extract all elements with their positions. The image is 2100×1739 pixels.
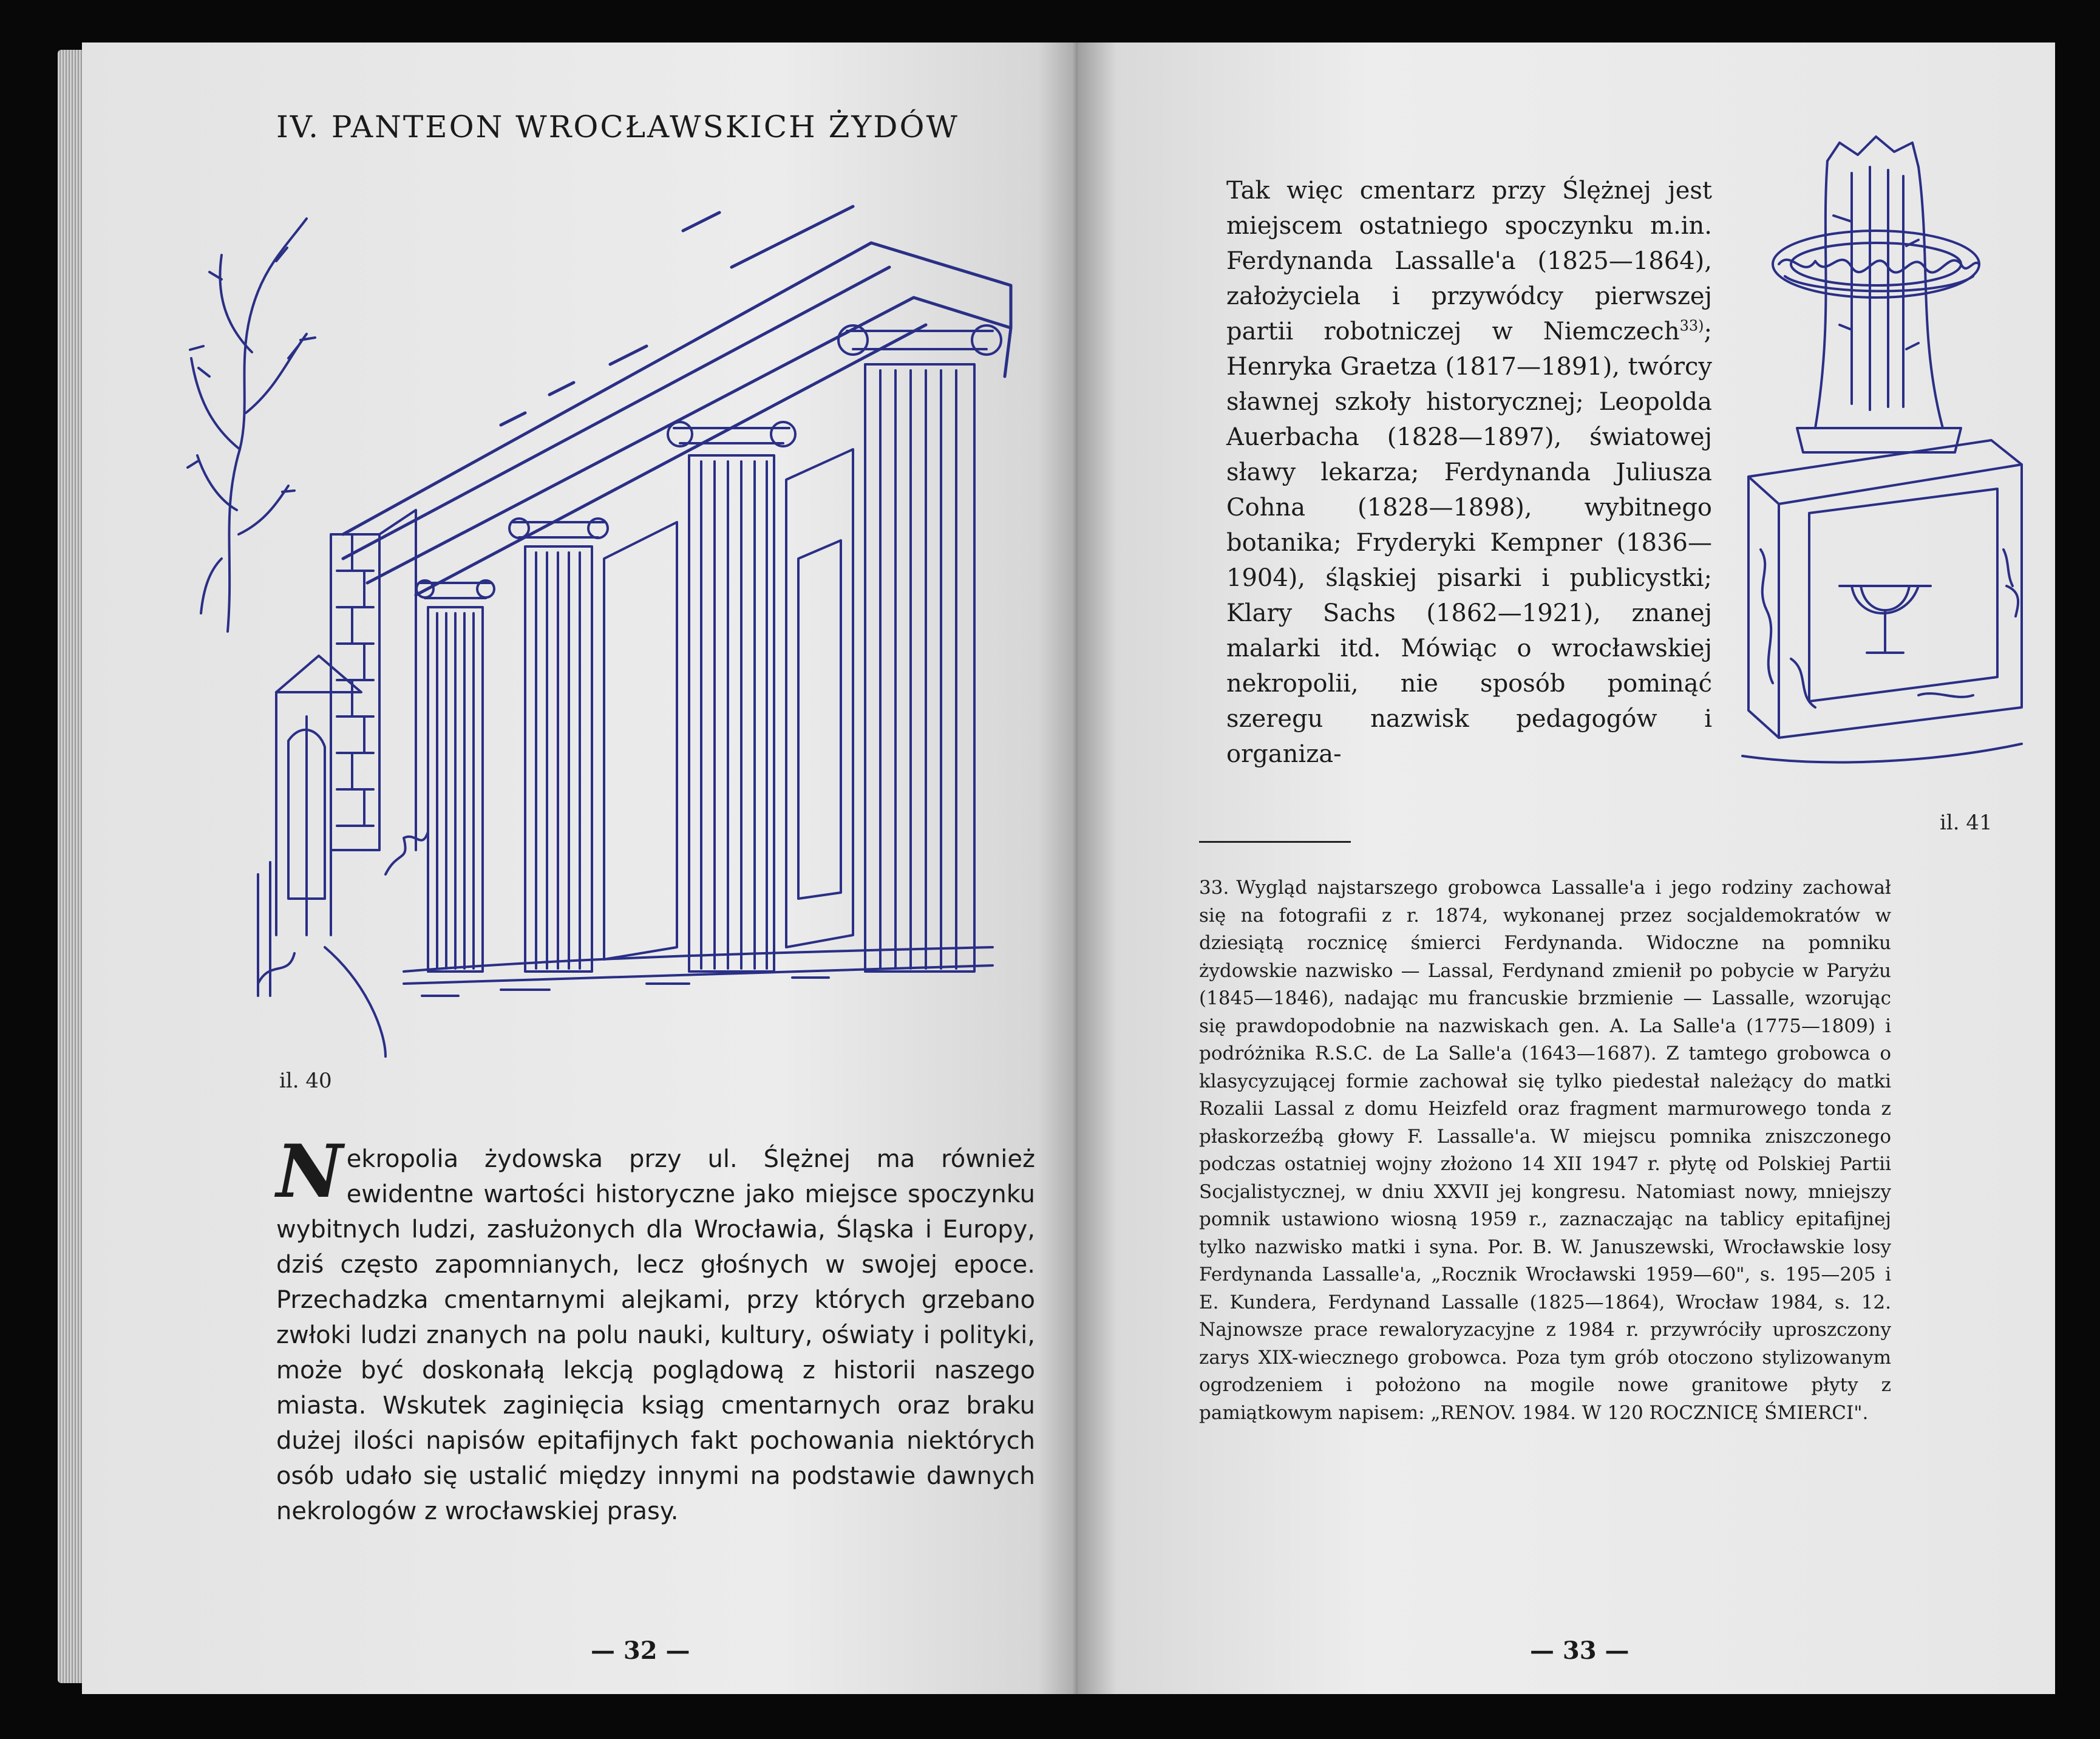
chapter-title: IV. PANTEON WROCŁAWSKICH ŻYDÓW [276, 109, 959, 145]
right-page [1078, 43, 2055, 1694]
footnote-paragraph [1199, 874, 1891, 1427]
footnote-reference: 33) [1679, 317, 1704, 335]
open-book-spread [58, 43, 2055, 1694]
right-paragraph [1226, 173, 1712, 772]
left-body-text [276, 1129, 1035, 1529]
page-number-left: — 32 — [591, 1636, 690, 1665]
footnote-number: 33. [1199, 877, 1229, 899]
footnote-33 [1199, 874, 1891, 1427]
left-page [82, 43, 1078, 1694]
drop-cap: N [276, 1129, 343, 1214]
right-body-text [1226, 173, 1712, 772]
footnote-rule [1199, 841, 1351, 843]
broken-column-monument-illustration [1736, 124, 2028, 786]
figure-40-caption: il. 40 [279, 1069, 332, 1093]
page-number-right: — 33 — [1530, 1636, 1629, 1665]
page-edges [58, 50, 82, 1683]
left-paragraph [276, 1129, 1035, 1529]
colonnade-ruin-illustration [185, 194, 1072, 1063]
right-paragraph-text-2: ; Henryka Graetza (1817—1891), twórcy sławnej szkoły historycznej; Leopolda Auerbacha (1828—1897), światowej sławy lekarza; Ferdynanda Juliusza Cohna (1828—1898), wybitnego botanika; Fryderyki Kempner (1836—1904), śląskiej pisarki i publicystki; Klary Sachs (1862—1921), znanej malarki itd. Mówiąc o wrocławskiej nekropolii, nie sposób pominąć szeregu nazwisk pedagogów i organiza- [1226, 318, 1712, 768]
figure-41-caption: il. 41 [1940, 811, 1993, 835]
footnote-text: Wygląd najstarszego grobowca Lassalle'a i jego rodziny zachował się na fotografii z r. 1874, wykonanej przez socjaldemokratów w dziesiątą rocznicę śmierci Ferdynanda. Widoczne na pomniku żydowskie nazwisko — Lassal, Ferdynand zmienił po pobycie w Paryżu (1845—1846), nadając mu francuskie brzmienie — Lassalle, wzorując się prawdopodobnie na nazwiskach gen. A. La Salle'a (1775—1809) i podróżnika R.S.C. de La Salle'a (1643—1687). Z tamtego grobowca o klasycyzującej formie zachował się tylko piedestał należący do matki Rozalii Lassal z domu Heizfeld oraz fragment marmurowego tonda z płaskorzeźbą głowy F. Lassalle'a. W miejscu pomnika zniszczonego podczas ostatniej wojny złożono 14 XII 1947 r. płytę od Polskiej Partii Socjalistycznej, w dniu XXVII jej kongresu. Natomiast nowy, mniejszy pomnik ustawiono wiosną 1959 r., zaznaczając na tablicy epitafijnej tylko nazwisko matki i syna. Por. B. W. Januszewski, Wrocławskie losy Ferdynanda Lassalle'a, „Rocznik Wrocławski 1959—60", s. 195—205 i E. Kundera, Ferdynand Lassalle (1825—1864), Wrocław 1984, s. 12. Najnowsze prace rewaloryzacyjne z 1984 r. przywróciły uproszczony zarys XIX-wiecznego grobowca. Poza tym grób otoczono stylizowanym ogrodzeniem i położono na mogile nowe granitowe płyty z pamiątkowym napisem: „RENOV. 1984. W 120 ROCZNICĘ ŚMIERCI". [1199, 877, 1891, 1424]
left-paragraph-text: ekropolia żydowska przy ul. Ślężnej ma również ewidentne wartości historyczne jako miejsce spoczynku wybitnych ludzi, zasłużonych dla Wrocławia, Śląska i Europy, dziś często zapomnianych, lecz głośnych w swojej epoce. Przechadzka cmentarnymi alejkami, przy których grzebano zwłoki ludzi znanych na polu nauki, kultury, oświaty i polityki, może być doskonałą lekcją poglądową z historii naszego miasta. Wskutek zaginięcia ksiąg cmentarnych oraz braku dużej ilości napisów epitafijnych fakt pochowania niektórych osób udało się ustalić między innymi na podstawie dawnych nekrologów z wrocławskiej prasy. [276, 1145, 1035, 1525]
right-paragraph-text-1: Tak więc cmentarz przy Ślężnej jest miejscem ostatniego spoczynku m.in. Ferdynanda Lassalle'a (1825—1864), założyciela i przywódcy pierwszej partii robotniczej w Niemczech [1226, 177, 1712, 345]
